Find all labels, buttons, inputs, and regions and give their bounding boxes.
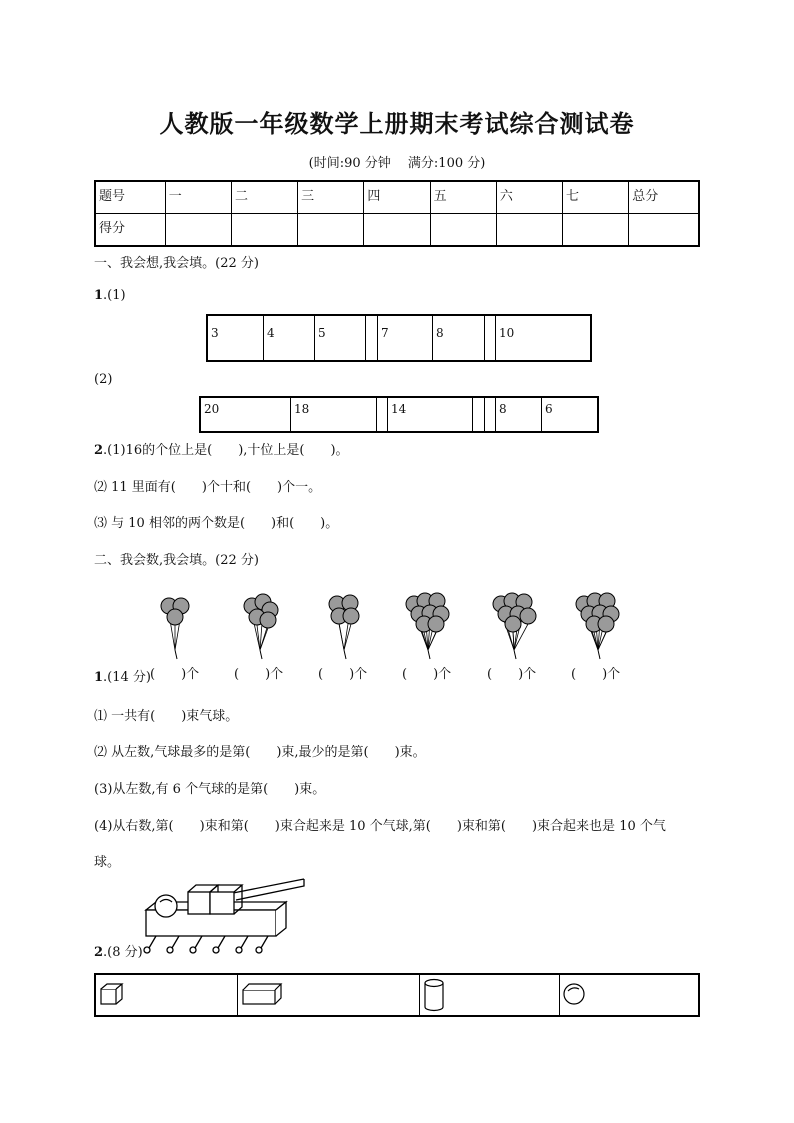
score-blank-cell[interactable] <box>364 214 430 247</box>
sequence-cell: 8 <box>433 316 485 360</box>
count-blank[interactable]: ( )个 <box>318 667 368 682</box>
count-blank[interactable]: ( )个 <box>571 667 621 682</box>
balloon-bunch <box>576 593 619 659</box>
score-header-row <box>95 181 699 214</box>
balloon-bunch <box>161 598 189 659</box>
number-sequence-1 <box>206 314 592 362</box>
balloon <box>598 616 614 632</box>
question-part: .(1) <box>103 288 126 303</box>
question-2-3: ⑶ 与 10 相邻的两个数是( )和( )。 <box>94 516 339 531</box>
score-blank-cell[interactable] <box>165 214 231 247</box>
balloon-bunches <box>150 590 630 660</box>
score-blank-cell[interactable] <box>298 214 364 247</box>
question-number: 2 <box>94 945 104 960</box>
score-header-cell: 题号 <box>95 181 165 214</box>
question-1-3: (3)从左数,有 6 个气球的是第( )束。 <box>94 782 326 797</box>
score-header-cell: 一 <box>165 181 231 214</box>
score-table <box>94 180 700 247</box>
score-blank-cell[interactable] <box>629 214 699 247</box>
balloon <box>520 608 536 624</box>
question-1-label <box>94 288 126 303</box>
score-blank-cell[interactable] <box>496 214 562 247</box>
sequence-blank[interactable] <box>485 398 496 431</box>
sequence-cell: 18 <box>291 398 377 431</box>
score-header-cell: 五 <box>430 181 496 214</box>
sequence-cell: 4 <box>264 316 315 360</box>
count-blank[interactable]: ( )个 <box>234 667 284 682</box>
question-1-2-label: (2) <box>94 372 113 387</box>
sphere-icon <box>562 982 588 1008</box>
shape-cell-cylinder[interactable] <box>420 975 560 1015</box>
cuboid-icon <box>241 982 283 1006</box>
sequence-cell: 14 <box>388 398 473 431</box>
question-part: .(8 分) <box>103 945 143 960</box>
question-2-label <box>94 941 143 960</box>
sequence-cell: 20 <box>201 398 291 431</box>
shape-cell-sphere[interactable] <box>560 975 698 1015</box>
sequence-cell: 5 <box>315 316 366 360</box>
balloon-bunch <box>493 593 536 659</box>
question-1-4-cont: 球。 <box>94 855 121 870</box>
question-number: 1 <box>94 288 104 303</box>
score-blank-cell[interactable] <box>430 214 496 247</box>
shape-cell-cuboid[interactable] <box>238 975 420 1015</box>
balloon <box>428 616 444 632</box>
score-blank-cell[interactable] <box>231 214 297 247</box>
section1-heading: 一、我会想,我会填。(22 分) <box>94 256 259 271</box>
balloon <box>260 612 276 628</box>
score-value-row <box>95 214 699 247</box>
conveyor-illustration <box>136 876 311 956</box>
count-blank[interactable]: ( )个 <box>487 667 537 682</box>
balloon-bunch <box>406 593 449 659</box>
sequence-blank[interactable] <box>473 398 485 431</box>
question-2-1 <box>94 439 349 458</box>
question-number: 1 <box>94 670 104 685</box>
question-part: .(14 分) <box>103 670 151 685</box>
score-header-cell: 七 <box>563 181 629 214</box>
sequence-cell: 10 <box>499 326 515 340</box>
sequence-cell: 3 <box>208 316 264 360</box>
cylinder-icon <box>423 978 445 1012</box>
balloon-bunch <box>244 594 278 659</box>
count-blank[interactable]: ( )个 <box>402 667 452 682</box>
question-1-1: ⑴ 一共有( )束气球。 <box>94 709 239 724</box>
score-header-cell: 四 <box>364 181 430 214</box>
score-row-label: 得分 <box>95 214 165 247</box>
number-sequence-2 <box>199 396 599 433</box>
sequence-cell: 8 <box>496 398 542 431</box>
sequence-blank[interactable] <box>485 316 496 360</box>
exam-info: (时间:90 分钟 满分:100 分) <box>308 156 486 171</box>
score-header-cell: 六 <box>496 181 562 214</box>
sequence-cell: 6 <box>545 402 553 416</box>
question-1-2: ⑵ 从左数,气球最多的是第( )束,最少的是第( )束。 <box>94 745 426 760</box>
question-1-4: (4)从右数,第( )束和第( )束合起来是 10 个气球,第( )束和第( )束合起来也是 10 个气 <box>94 819 666 834</box>
question-number: 2 <box>94 443 104 458</box>
score-blank-cell[interactable] <box>563 214 629 247</box>
balloon <box>343 608 359 624</box>
balloon <box>167 609 183 625</box>
cube-icon <box>99 982 125 1006</box>
shape-table <box>94 973 700 1017</box>
count-blank[interactable]: ( )个 <box>150 667 200 682</box>
question-text: .(1)16的个位上是( ),十位上是( )。 <box>103 443 349 458</box>
question-2-2: ⑵ 11 里面有( )个十和( )个一。 <box>94 480 322 495</box>
page-title: 人教版一年级数学上册期末考试综合测试卷 <box>159 109 635 138</box>
sequence-blank[interactable] <box>366 316 378 360</box>
sequence-cell: 7 <box>378 316 433 360</box>
sequence-blank[interactable] <box>377 398 388 431</box>
balloon <box>505 616 521 632</box>
balloon-bunch <box>329 595 359 659</box>
shape-cell-cube[interactable] <box>96 975 238 1015</box>
score-header-cell: 总分 <box>629 181 699 214</box>
section2-heading: 二、我会数,我会填。(22 分) <box>94 553 259 568</box>
score-header-cell: 三 <box>298 181 364 214</box>
question-1-label <box>94 666 151 685</box>
score-header-cell: 二 <box>231 181 297 214</box>
